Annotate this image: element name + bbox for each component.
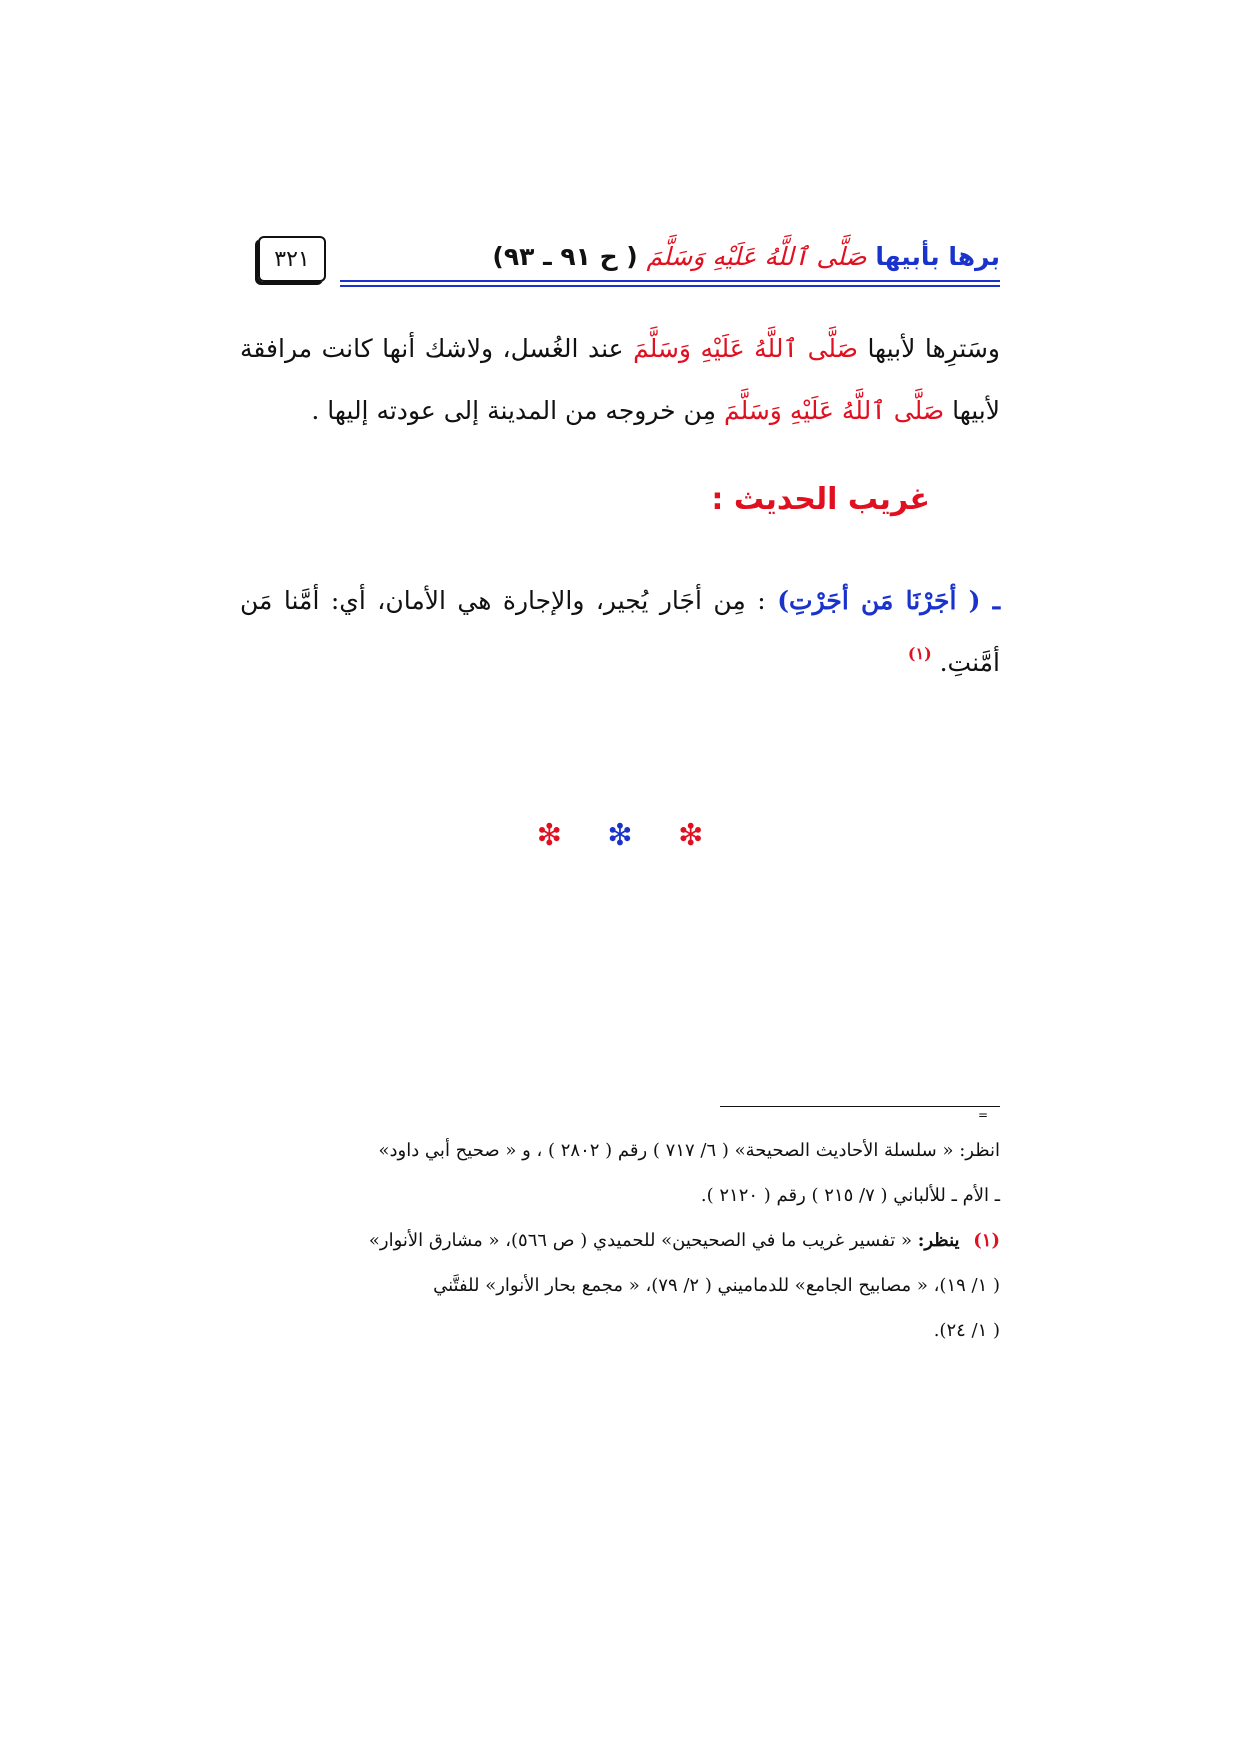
body-paragraph <box>240 318 1000 442</box>
salutation-text: صَلَّى ٱللَّهُ عَلَيْهِ وَسَلَّمَ <box>633 334 858 363</box>
running-title-hadith-range: ( ح ٩١ ـ ٩٣) <box>492 242 638 271</box>
gloss-paragraph <box>240 570 1000 697</box>
footnotes <box>240 1128 1000 1353</box>
footnote-divider <box>720 1106 1000 1107</box>
footnote-text: ( ١/ ٢٤). <box>933 1320 1000 1341</box>
footnote-reference[interactable]: (١) <box>907 644 932 663</box>
footnote-1 <box>240 1218 1000 1263</box>
body-text-segment: وسَترِها لأبيها <box>867 334 1000 363</box>
page-header <box>258 236 1000 292</box>
section-heading: غريب الحديث : <box>711 482 930 517</box>
footnote-continuation-mark: = <box>978 1108 989 1122</box>
section-separator <box>0 818 1240 853</box>
separator-star-icon: ❇ <box>607 818 633 853</box>
footnote-text: « تفسير غريب ما في الصحيحين» للحميدي ( ص ٥٦٦)، « مشارق الأنوار» <box>368 1230 912 1251</box>
footnote-continued-line: ـ الأم ـ للألباني ( ٧/ ٢١٥ ) رقم ( ٢١٢٠ ). <box>700 1185 1000 1206</box>
header-double-rule <box>340 280 1000 287</box>
gloss-term: ـ ( أجَرْنَا مَن أجَرْتِ) <box>777 586 1001 615</box>
salutation-text: صَلَّى ٱللَّهُ عَلَيْهِ وَسَلَّمَ <box>723 396 945 425</box>
gloss-definition: : مِن أجَار يُجير، والإجارة هي الأمان، أي: أمَّنا مَن أمَّنتِ. <box>240 586 1000 677</box>
footnote-text: ( ١/ ١٩)، « مصابيح الجامع» للدماميني ( ٢/ ٧٩)، « مجمع بحار الأنوار» للفتَّني <box>433 1275 1000 1296</box>
running-title-main: برها بأبيها <box>875 242 1000 271</box>
footnote-number: (١) <box>973 1230 1000 1251</box>
page-number: ٣٢١ <box>258 236 326 282</box>
running-title-salutation: صَلَّى ٱللَّهُ عَلَيْهِ وَسَلَّمَ <box>646 242 867 271</box>
separator-star-icon: ❇ <box>536 818 562 853</box>
body-text-segment: عند الغُسل، ولاشك أنها كانت مرافقة لأبيها <box>240 334 1000 425</box>
separator-star-icon: ❇ <box>678 818 704 853</box>
running-title <box>492 242 1000 271</box>
footnote-lead: ينظر: <box>917 1230 960 1251</box>
footnote-continued-line: انظر: « سلسلة الأحاديث الصحيحة» ( ٦/ ٧١٧ ) رقم ( ٢٨٠٢ ) ، و « صحيح أبي داود» <box>378 1140 1000 1161</box>
body-text-segment: مِن خروجه من المدينة إلى عودته إليها . <box>311 396 716 425</box>
